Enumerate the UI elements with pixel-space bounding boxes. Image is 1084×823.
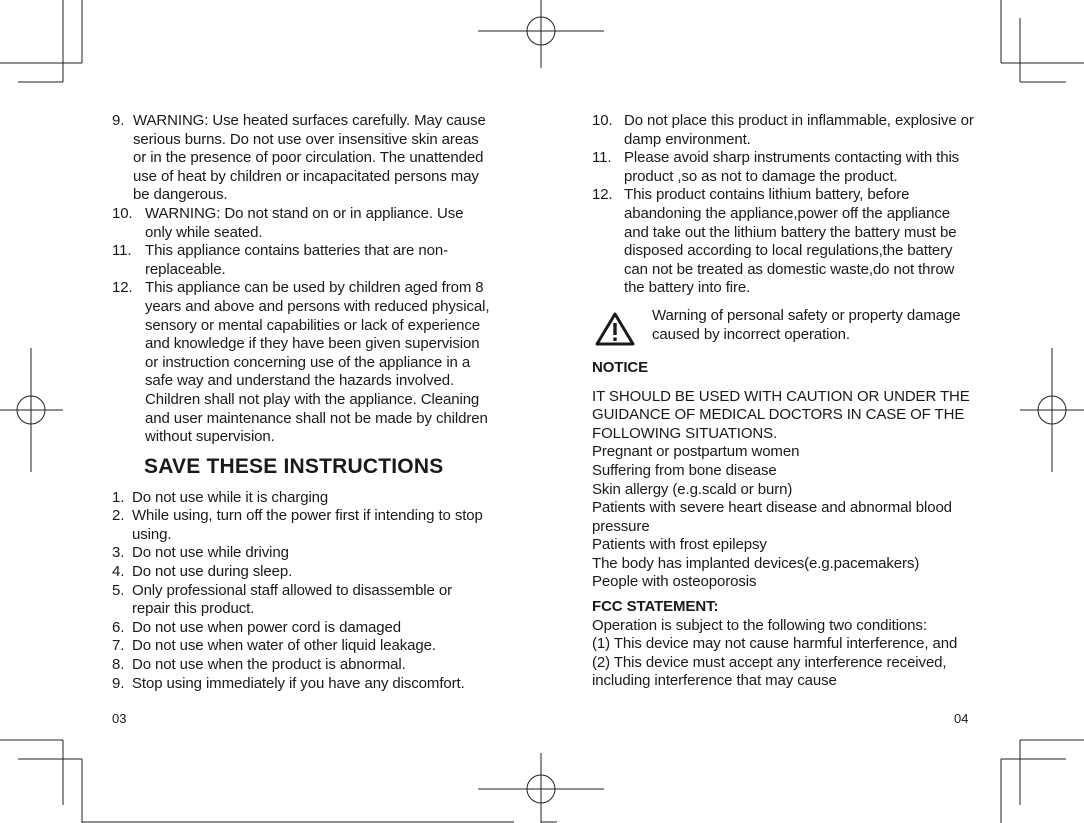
item-text: Do not use while it is charging bbox=[132, 488, 329, 506]
item-number: 10. bbox=[112, 204, 133, 222]
item-text: Stop using immediately if you have any discomfort. bbox=[132, 674, 465, 692]
item-number: 12. bbox=[112, 279, 133, 297]
item-text: Do not use when power cord is damaged bbox=[132, 618, 401, 636]
item-number: 11. bbox=[112, 242, 132, 260]
notice-list-item: Pregnant or postpartum women bbox=[592, 443, 800, 461]
save-instructions-heading: SAVE THESE INSTRUCTIONS bbox=[144, 454, 444, 478]
item-number: 1. bbox=[112, 488, 125, 506]
item-number: 12. bbox=[592, 186, 613, 204]
fcc-line: (1) This device may not cause harmful interference, and bbox=[592, 635, 958, 653]
instruction-item bbox=[112, 582, 492, 619]
notice-intro: IT SHOULD BE USED WITH CAUTION OR UNDER THE GUIDANCE OF MEDICAL DOCTORS IN CASE OF THE FOLLOWING SITUATIONS. bbox=[592, 387, 970, 442]
fcc-line: Operation is subject to the following two conditions: bbox=[592, 616, 927, 634]
notice-list-item: The body has implanted devices(e.g.pacemakers) bbox=[592, 554, 920, 572]
warning-item bbox=[112, 242, 492, 279]
item-text: This appliance can be used by children aged from 8 years and above and persons with reduced physical, sensory or mental capabilities or lack of experience and knowledge if they have been given supervision or instruction concerning use of the appliance in a safe way and understand the hazards involved. Children shall not play with the appliance. Cleaning and user maintenance shall not be made by children without supervision. bbox=[145, 279, 490, 446]
right-page-column bbox=[592, 112, 977, 691]
warning-item bbox=[112, 112, 492, 205]
notice-list-item: Skin allergy (e.g.scald or burn) bbox=[592, 480, 793, 498]
warning-item bbox=[592, 112, 977, 149]
item-text: Do not use when the product is abnormal. bbox=[132, 656, 406, 674]
item-number: 7. bbox=[112, 637, 125, 655]
item-text: This appliance contains batteries that are non-replaceable. bbox=[145, 242, 448, 278]
item-number: 9. bbox=[112, 112, 125, 129]
item-number: 10. bbox=[592, 112, 613, 129]
item-text: Only professional staff allowed to disassemble or repair this product. bbox=[132, 581, 452, 618]
page-number-right: 04 bbox=[954, 711, 969, 726]
item-number: 3. bbox=[112, 544, 125, 562]
notice-list-item: Patients with frost epilepsy bbox=[592, 536, 767, 554]
item-number: 6. bbox=[112, 618, 125, 636]
warning-item bbox=[112, 205, 492, 242]
left-page-column bbox=[112, 112, 492, 693]
item-text: WARNING: Do not stand on or in appliance. Use only while seated. bbox=[145, 204, 464, 241]
item-text: WARNING: Use heated surfaces carefully. May cause serious burns. Do not use over insensitive skin areas or in the presence of poor circulation. The unattended use of heat by children or incapacitated persons may be dangerous. bbox=[133, 112, 486, 204]
item-number: 11. bbox=[592, 149, 612, 167]
warning-note-text: Warning of personal safety or property damage caused by incorrect operation. bbox=[652, 306, 961, 343]
warning-note bbox=[592, 307, 977, 347]
item-number: 4. bbox=[112, 563, 125, 581]
item-text: Do not place this product in inflammable, explosive or damp environment. bbox=[624, 112, 974, 148]
instruction-item bbox=[112, 637, 492, 656]
item-text: Do not use when water of other liquid leakage. bbox=[132, 637, 436, 655]
item-text: Do not use while driving bbox=[132, 544, 289, 562]
instruction-item bbox=[112, 544, 492, 563]
instruction-item bbox=[112, 675, 492, 694]
item-number: 8. bbox=[112, 656, 125, 674]
instruction-item bbox=[112, 656, 492, 675]
page-number-left: 03 bbox=[112, 711, 127, 726]
warning-item bbox=[112, 279, 492, 446]
instruction-item bbox=[112, 563, 492, 582]
fcc-line: (2) This device must accept any interference received, including interference that may cause bbox=[592, 653, 947, 690]
instruction-item bbox=[112, 489, 492, 508]
item-number: 5. bbox=[112, 581, 125, 599]
notice-heading: NOTICE bbox=[592, 358, 649, 376]
item-text: This product contains lithium battery, before abandoning the appliance,power off the appliance and take out the lithium battery the battery must be disposed according to local regulations,the battery can not be treated as domestic waste,do not throw the battery into fire. bbox=[624, 186, 957, 297]
notice-list-item: Patients with severe heart disease and abnormal blood pressure bbox=[592, 499, 952, 535]
warning-item bbox=[592, 186, 977, 298]
instruction-item bbox=[112, 619, 492, 638]
item-number: 9. bbox=[112, 674, 125, 692]
item-text: While using, turn off the power first if intending to stop using. bbox=[132, 507, 483, 543]
notice-list-item: People with osteoporosis bbox=[592, 573, 757, 591]
instruction-item bbox=[112, 507, 492, 544]
item-number: 2. bbox=[112, 507, 125, 525]
warning-item bbox=[592, 149, 977, 186]
item-text: Please avoid sharp instruments contacting with this product ,so as not to damage the product. bbox=[624, 149, 960, 185]
notice-list-item: Suffering from bone disease bbox=[592, 461, 777, 479]
warning-triangle-icon bbox=[595, 311, 635, 347]
fcc-heading: FCC STATEMENT: bbox=[592, 598, 719, 616]
item-text: Do not use during sleep. bbox=[132, 563, 293, 581]
